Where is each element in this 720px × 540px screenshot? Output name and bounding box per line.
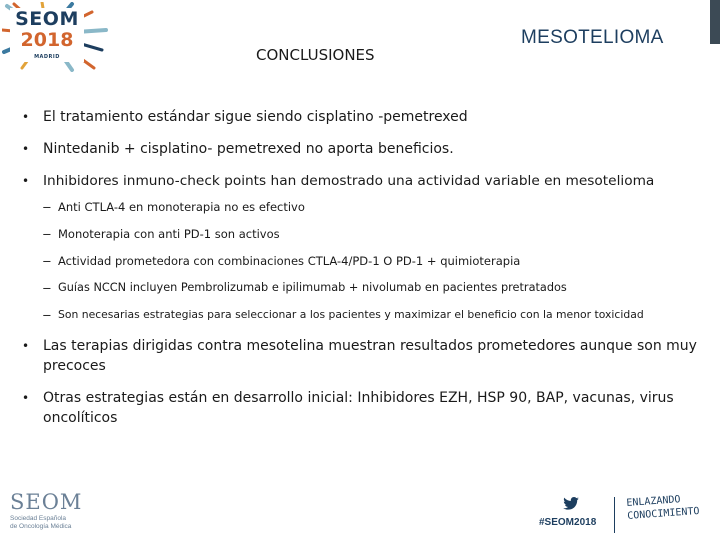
bullet-dot: • (22, 391, 30, 405)
footer-seom-subtitle-2: de Oncología Médica (10, 523, 72, 530)
logo-year-text: 2018 (20, 29, 74, 51)
sub-bullet-text: Anti CTLA-4 en monoterapia no es efectivo (58, 200, 305, 214)
bullet-dot: • (22, 142, 30, 156)
sub-bullet-dash: − (42, 254, 52, 268)
footer-tagline-line-1: ENLAZANDO (626, 494, 681, 509)
bullet-text: Inhibidores inmuno-check points han demostrado una actividad variable en mesotelioma (43, 173, 655, 189)
sub-bullet-text: Son necesarias estrategias para seleccionar a los pacientes y maximizar el beneficio con la menor toxicidad (58, 308, 644, 321)
footer-seom-logo (10, 492, 90, 536)
footer-seom-subtitle-1: Sociedad Española (10, 515, 67, 522)
footer-seom-text: SEOM (10, 490, 83, 514)
sub-bullet-dash: − (42, 308, 52, 322)
logo-city-text: MADRID (34, 54, 60, 60)
slide-subtitle: CONCLUSIONES (256, 46, 375, 64)
bullet-dot: • (22, 339, 30, 353)
sub-bullet-text: Guías NCCN incluyen Pembrolizumab e ipilimumab + nivolumab en pacientes pretratados (58, 281, 567, 294)
bullet-text: Nintedanib + cisplatino- pemetrexed no aporta beneficios. (43, 141, 454, 157)
footer-tagline-line-2: CONOCIMIENTO (626, 505, 700, 522)
twitter-bird-icon (563, 497, 579, 515)
footer-hashtag: #SEOM2018 (539, 517, 597, 528)
bullet-dot: • (22, 110, 30, 124)
footer-divider (614, 497, 615, 533)
sub-bullet-dash: − (42, 200, 52, 214)
logo-seom-text: SEOM (15, 8, 79, 30)
seom-2018-logo (2, 2, 110, 72)
sub-bullet-dash: − (42, 281, 52, 295)
footer-tagline (626, 492, 700, 523)
bullet-text: Otras estrategias están en desarrollo inicial: Inhibidores EZH, HSP 90, BAP, vacunas, virus oncolíticos (43, 390, 674, 426)
corner-accent-bar (710, 0, 720, 44)
sub-bullet-dash: − (42, 227, 52, 241)
slide-title: MESOTELIOMA (521, 27, 664, 48)
sub-bullet-text: Actividad prometedora con combinaciones CTLA-4/PD-1 O PD-1 + quimioterapia (58, 254, 521, 268)
sub-bullet-text: Monoterapia con anti PD-1 son activos (58, 227, 280, 241)
bullet-text: El tratamiento estándar sigue siendo cisplatino -pemetrexed (43, 109, 468, 125)
bullet-dot: • (22, 174, 30, 188)
bullet-text: Las terapias dirigidas contra mesotelina muestran resultados prometedores aunque son muy precoces (43, 338, 697, 374)
